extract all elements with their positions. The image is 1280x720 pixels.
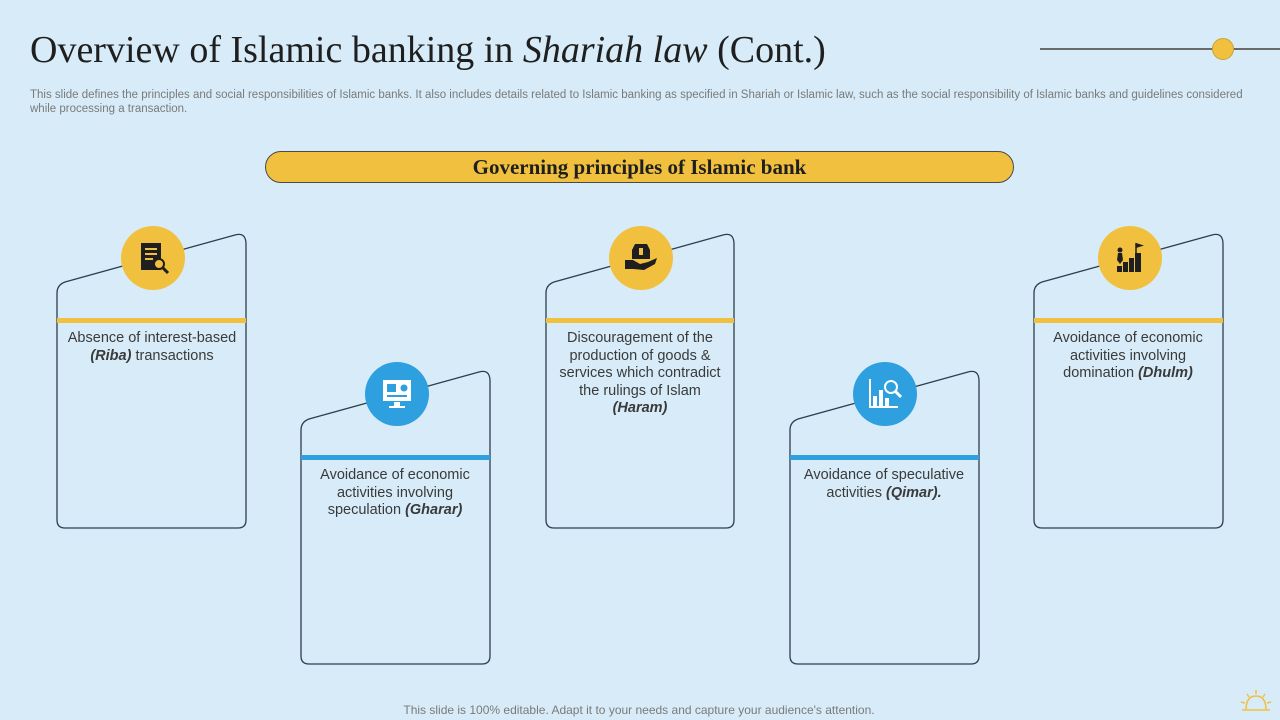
card-4-text-term: (Qimar). <box>886 484 942 501</box>
card-5-icon-circle <box>1098 226 1162 290</box>
card-2-text <box>309 467 481 520</box>
card-4-icon-circle <box>853 362 917 426</box>
section-banner: Governing principles of Islamic bank <box>265 151 1014 183</box>
title-suffix: (Cont.) <box>707 29 826 71</box>
card-4-text <box>798 467 970 502</box>
card-2-text-term: (Gharar) <box>405 502 463 518</box>
card-3-text-main: Discouragement of the production of goods & services which contradict the rulings of Islam <box>559 330 721 399</box>
card-3-icon-circle <box>609 226 673 290</box>
gear-outline-icon <box>1236 682 1276 714</box>
chart-magnifier-icon <box>867 376 903 412</box>
card-1-text <box>66 330 238 365</box>
card-1-icon-circle <box>121 226 185 290</box>
card-4-text-main: Avoidance of speculative activities <box>803 467 965 501</box>
hand-box-icon <box>622 240 660 276</box>
footer-note: This slide is 100% editable. Adapt it to your needs and capture your audience's attention. <box>403 703 875 717</box>
card-5-text-term: (Dhulm) <box>1138 365 1193 381</box>
card-1-text-suffix: transactions <box>131 347 214 364</box>
card-3-text <box>555 330 725 418</box>
slide-description: This slide defines the principles and social responsibilities of Islamic banks. It also includes details related to Islamic banking as specified in Shariah or Islamic law, such as the social responsibility of Islamic banks and guidelines considered while processing a transaction. <box>30 89 1243 115</box>
document-search-icon <box>135 240 171 276</box>
card-1-text-main: Absence of interest-based <box>67 330 237 346</box>
card-3-text-term: (Haram) <box>612 400 668 416</box>
title-italic: Shariah law <box>522 29 708 71</box>
title-main: Overview of Islamic banking in <box>30 29 523 71</box>
card-5-text-main: Avoidance of economic activities involving domination <box>1053 330 1203 381</box>
card-2-icon-circle <box>365 362 429 426</box>
card-2-text-main: Avoidance of economic activities involving speculation <box>320 467 470 518</box>
steps-flag-icon <box>1112 240 1148 276</box>
card-5-text <box>1042 330 1214 383</box>
monitor-report-icon <box>379 376 415 412</box>
card-1-text-term: (Riba) <box>90 347 132 364</box>
